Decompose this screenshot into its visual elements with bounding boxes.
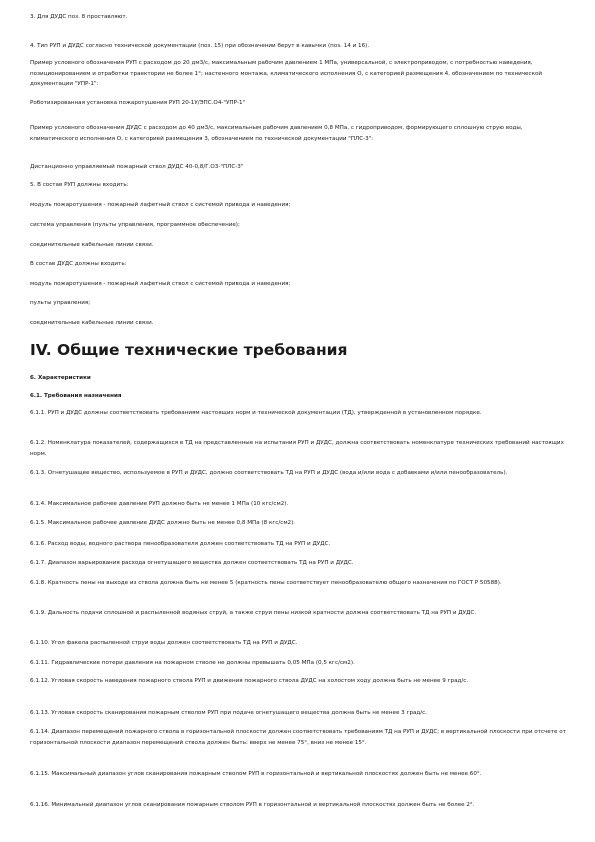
paragraph: 6.1.1. РУП и ДУДС должны соответствовать требованиям настоящих норм и технической документации (ТД), утвержденной в установленном порядке.: [30, 410, 482, 416]
paragraph: Дистанционно управляемый пожарный ствол ДУДС 40-0,8/Г.О3-"ПЛС-3": [30, 164, 244, 170]
paragraph: 6.1.12. Угловая скорость наведения пожарного ствола РУП и движения пожарного ствола ДУДС на холостом ходу должна быть не менее 9 град/с.: [30, 678, 469, 684]
paragraph: Пример условного обозначения РУП с расходом до 20 дм3/с, максимальным рабочим давлением 1 МПа, универсальной, с электроприводом, с потребностью наведения, позиционированием и отработки траектории не более 1°; настенного монтажа, климатического исполнения О, с категорией размещения 4, обозначением по технической документации "УПР-1":: [30, 60, 543, 87]
list-item: модуль пожаротушения - пожарный лафетный ствол с системой привода и наведения;: [30, 281, 291, 287]
subsection-title: 6. Характеристики: [30, 375, 91, 381]
list-item: модуль пожаротушения - пожарный лафетный ствол с системой привода и наведения;: [30, 202, 291, 208]
paragraph: 6.1.3. Огнетушащее вещество, используемое в РУП и ДУДС, должно соответствовать ТД на РУП и ДУДС (вода и/или вода с добавками и/или пенообразователь).: [30, 470, 508, 476]
paragraph: 6.1.9. Дальность подачи сплошной и распыленной водяных струй, а также струи пены низкой кратности должна соответствовать ТД на РУП и ДУДС.: [30, 610, 477, 616]
paragraph: 6.1.10. Угол факела распыленной струи воды должен соответствовать ТД на РУП и ДУДС.: [30, 640, 298, 646]
list-item: система управления (пульты управления, программное обеспечение);: [30, 222, 240, 228]
paragraph: 3. Для ДУДС поз. 8 проставляют.: [30, 14, 128, 20]
paragraph: 6.1.15. Максимальный диапазон углов сканирования пожарным стволом РУП в горизонтальной и вертикальной плоскостях должен быть не менее 60°.: [30, 771, 482, 777]
subsection-title: 6.1. Требования назначения: [30, 393, 122, 399]
paragraph: Роботизированная установка пожаротушения РУП 20-1У/ЭПС.О4-"УПР-1": [30, 100, 246, 106]
paragraph: 6.1.13. Угловая скорость сканирования пожарным стволом РУП при подаче огнетушащего вещества должна быть не менее 3 град/с.: [30, 710, 428, 716]
paragraph: 6.1.16. Минимальный диапазон углов сканирования пожарным стволом РУП в горизонтальной и вертикальной плоскостях должен быть не более 2°.: [30, 802, 475, 808]
paragraph: 6.1.7. Диапазон варьирования расхода огнетушащего вещества должен соответствовать ТД на РУП и ДУДС.: [30, 560, 354, 566]
paragraph: В состав ДУДС должны входить:: [30, 261, 127, 267]
paragraph: 6.1.8. Кратность пены на выходе из ствола должна быть не менее 5 (кратность пены соответствует пенообразователю общего назначения по ГОСТ Р 50588).: [30, 580, 502, 586]
paragraph: 6.1.2. Номенклатура показателей, содержащихся в ТД на представленные на испытания РУП и ДУДС, должна соответствовать номенклатуре технических требований настоящих норм.: [30, 440, 564, 457]
paragraph: 6.1.6. Расход воды, водного раствора пенообразователя должен соответствовать ТД на РУП и ДУДС.: [30, 541, 331, 547]
paragraph: 4. Тип РУП и ДУДС согласно технической документации (поз. 15) при обозначении берут в кавычки (поз. 14 и 16).: [30, 43, 370, 49]
list-item: соединительные кабельные линии связи.: [30, 242, 154, 248]
paragraph: 6.1.11. Гидравлические потери давления на пожарном стволе не должны превышать 0,05 МПа (0,5 кгс/см2).: [30, 660, 355, 666]
paragraph: 6.1.5. Максимальное рабочее давление ДУДС должно быть не менее 0,8 МПа (8 кгс/см2).: [30, 520, 296, 526]
paragraph: 6.1.4. Максимальное рабочее давление РУП должно быть не менее 1 МПа (10 кгс/см2).: [30, 501, 289, 507]
list-item: соединительные кабельные линии связи.: [30, 320, 154, 326]
paragraph: 5. В состав РУП должны входить:: [30, 182, 129, 188]
paragraph: Пример условного обозначения ДУДС с расходом до 40 дм3/с, максимальным рабочим давлением 0,8 МПа, с гидроприводом, формирующего сплошную струю воды, климатического исполнения О, с категорией размещения 3, обозначением по технической документации "ПЛС-3":: [30, 125, 523, 142]
list-item: пульты управления;: [30, 300, 91, 306]
section-heading: IV. Общие технические требования: [30, 341, 348, 359]
paragraph: 6.1.14. Диапазон перемещений пожарного ствола в горизонтальной плоскости должен соответствовать требованиям ТД на РУП и ДУДС; в вертикальной плоскости при отсчете от горизонтальной плоскости диапазон перемещений ствола должен быть: вверх не менее 75°, вниз не менее 15°.: [30, 729, 566, 746]
